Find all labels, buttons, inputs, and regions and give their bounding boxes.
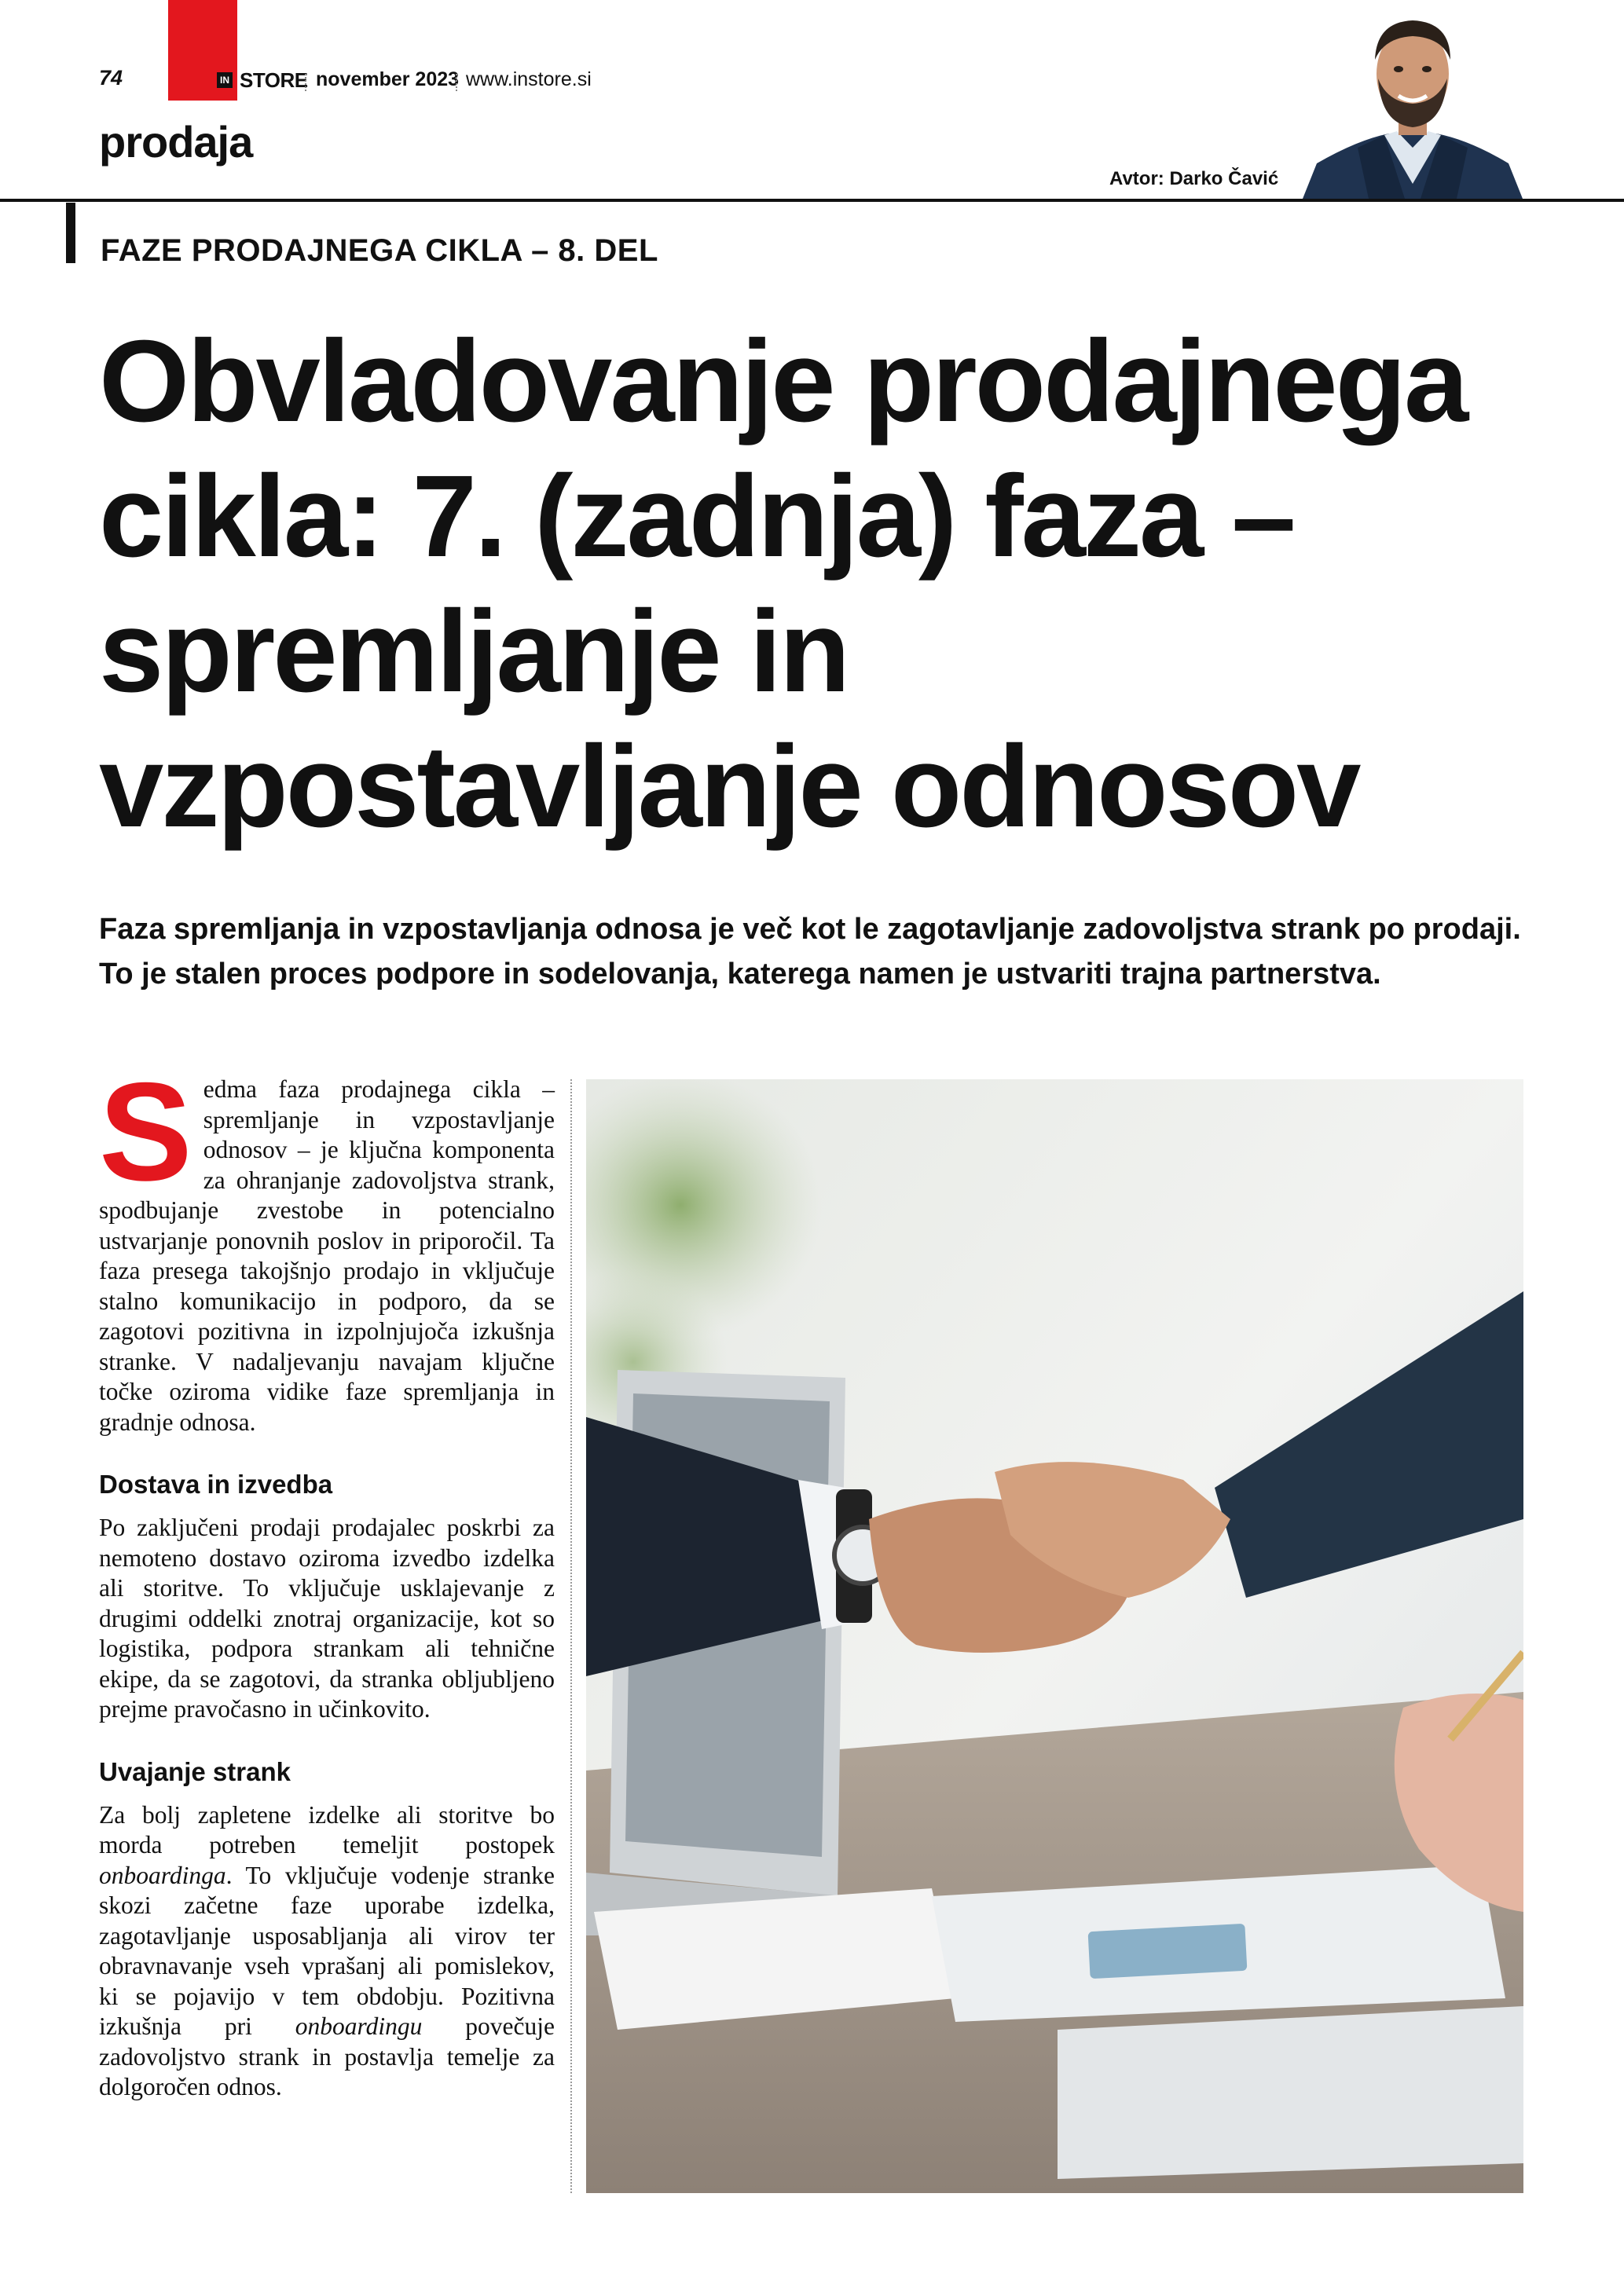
subheading-delivery: Dostava in izvedba bbox=[99, 1470, 333, 1499]
headline-line: spremljanje in bbox=[99, 587, 849, 716]
header-separator bbox=[456, 74, 457, 91]
header-separator bbox=[305, 74, 306, 91]
subheading-onboarding: Uvajanje strank bbox=[99, 1756, 291, 1786]
paragraph-text: povečuje zadovoljstvo strank in postavlja temelje za dolgoročen odnos. bbox=[99, 2012, 555, 2100]
issue-date: november 2023 bbox=[316, 68, 460, 90]
lead-line: To je stalen proces podpore in sodelovanja, katerega namen je ustvariti trajna partnerstva. bbox=[99, 958, 1381, 991]
article-headline bbox=[99, 314, 1576, 855]
headline-line: Obvladovanje prodajnega bbox=[99, 317, 1467, 446]
author-photo bbox=[1303, 9, 1523, 199]
emphasis-term: onboardingu bbox=[295, 2012, 423, 2040]
paragraph-onboarding bbox=[99, 1800, 555, 2103]
headline-line: cikla: 7. (zadnja) faza – bbox=[99, 452, 1294, 581]
handshake-photo bbox=[586, 1079, 1523, 2193]
drop-cap: S bbox=[99, 1053, 192, 1210]
section-label: prodaja bbox=[99, 117, 253, 167]
kicker-bar bbox=[66, 203, 75, 263]
article-kicker: FAZE PRODAJNEGA CIKLA – 8. DEL bbox=[101, 233, 658, 268]
author-byline: Avtor: Darko Čavić bbox=[1109, 168, 1279, 189]
header-rule bbox=[0, 199, 1624, 202]
intro-paragraph bbox=[99, 1053, 555, 1437]
article-body bbox=[99, 1053, 555, 2103]
paragraph-delivery: Po zaključeni prodaji prodajalec poskrbi za nemoteno dostavo oziroma izvedbo izdelka ali storitve. To vključuje usklajevanje z drugimi oddelki znotraj organizacije, kot so logistika, podpora strankam ali tehnične ekipe, da se zagotovi, da stranka obljubljeno prejme pravočasno in učinkovito. bbox=[99, 1514, 555, 1723]
logo-in-mark: IN bbox=[217, 72, 233, 88]
website-link[interactable]: www.instore.si bbox=[466, 68, 592, 90]
paragraph-text: Za bolj zapletene izdelke ali storitve bo morda potreben temeljit postopek bbox=[99, 1800, 555, 1858]
emphasis-term: onboardinga bbox=[99, 1861, 226, 1889]
headline-line: vzpostavljanje odnosov bbox=[99, 722, 1359, 851]
paragraph-text: . To vključuje vodenje stranke skozi začetne faze uporabe izdelka, zagotavljanje usposabljanja ali virov ter obravnavanje vseh vprašanj ali pomislekov, ki se pojavijo v tem obdobju. Pozitivna izkušnja pri bbox=[99, 1861, 555, 2040]
lead-line: Faza spremljanja in vzpostavljanja odnosa je več kot le zagotavljanje zadovoljstva strank po prodaji. bbox=[99, 913, 1521, 946]
column-rule bbox=[570, 1079, 572, 2193]
intro-text: edma faza prodajnega cikla – spremljanje in vzpostavljanje odnosov – je ključna komponenta za ohranjanje zadovoljstva strank, spodbujanje zvestobe in potencialno ustvarjanje ponovnih poslov in priporočil. Ta faza presega takojšnjo prodajo in vključuje stalno komunikacijo in podporo, da se zagotovi pozitivna in izpolnjujoča izkušnja stranke. V nadaljevanju navajam ključne točke oziroma vidike faze spremljanja in gradnje odnosa. bbox=[99, 1075, 555, 1436]
logo-store-text: STORE bbox=[240, 68, 308, 92]
page-number: 74 bbox=[99, 66, 123, 90]
article-lead bbox=[99, 907, 1576, 997]
